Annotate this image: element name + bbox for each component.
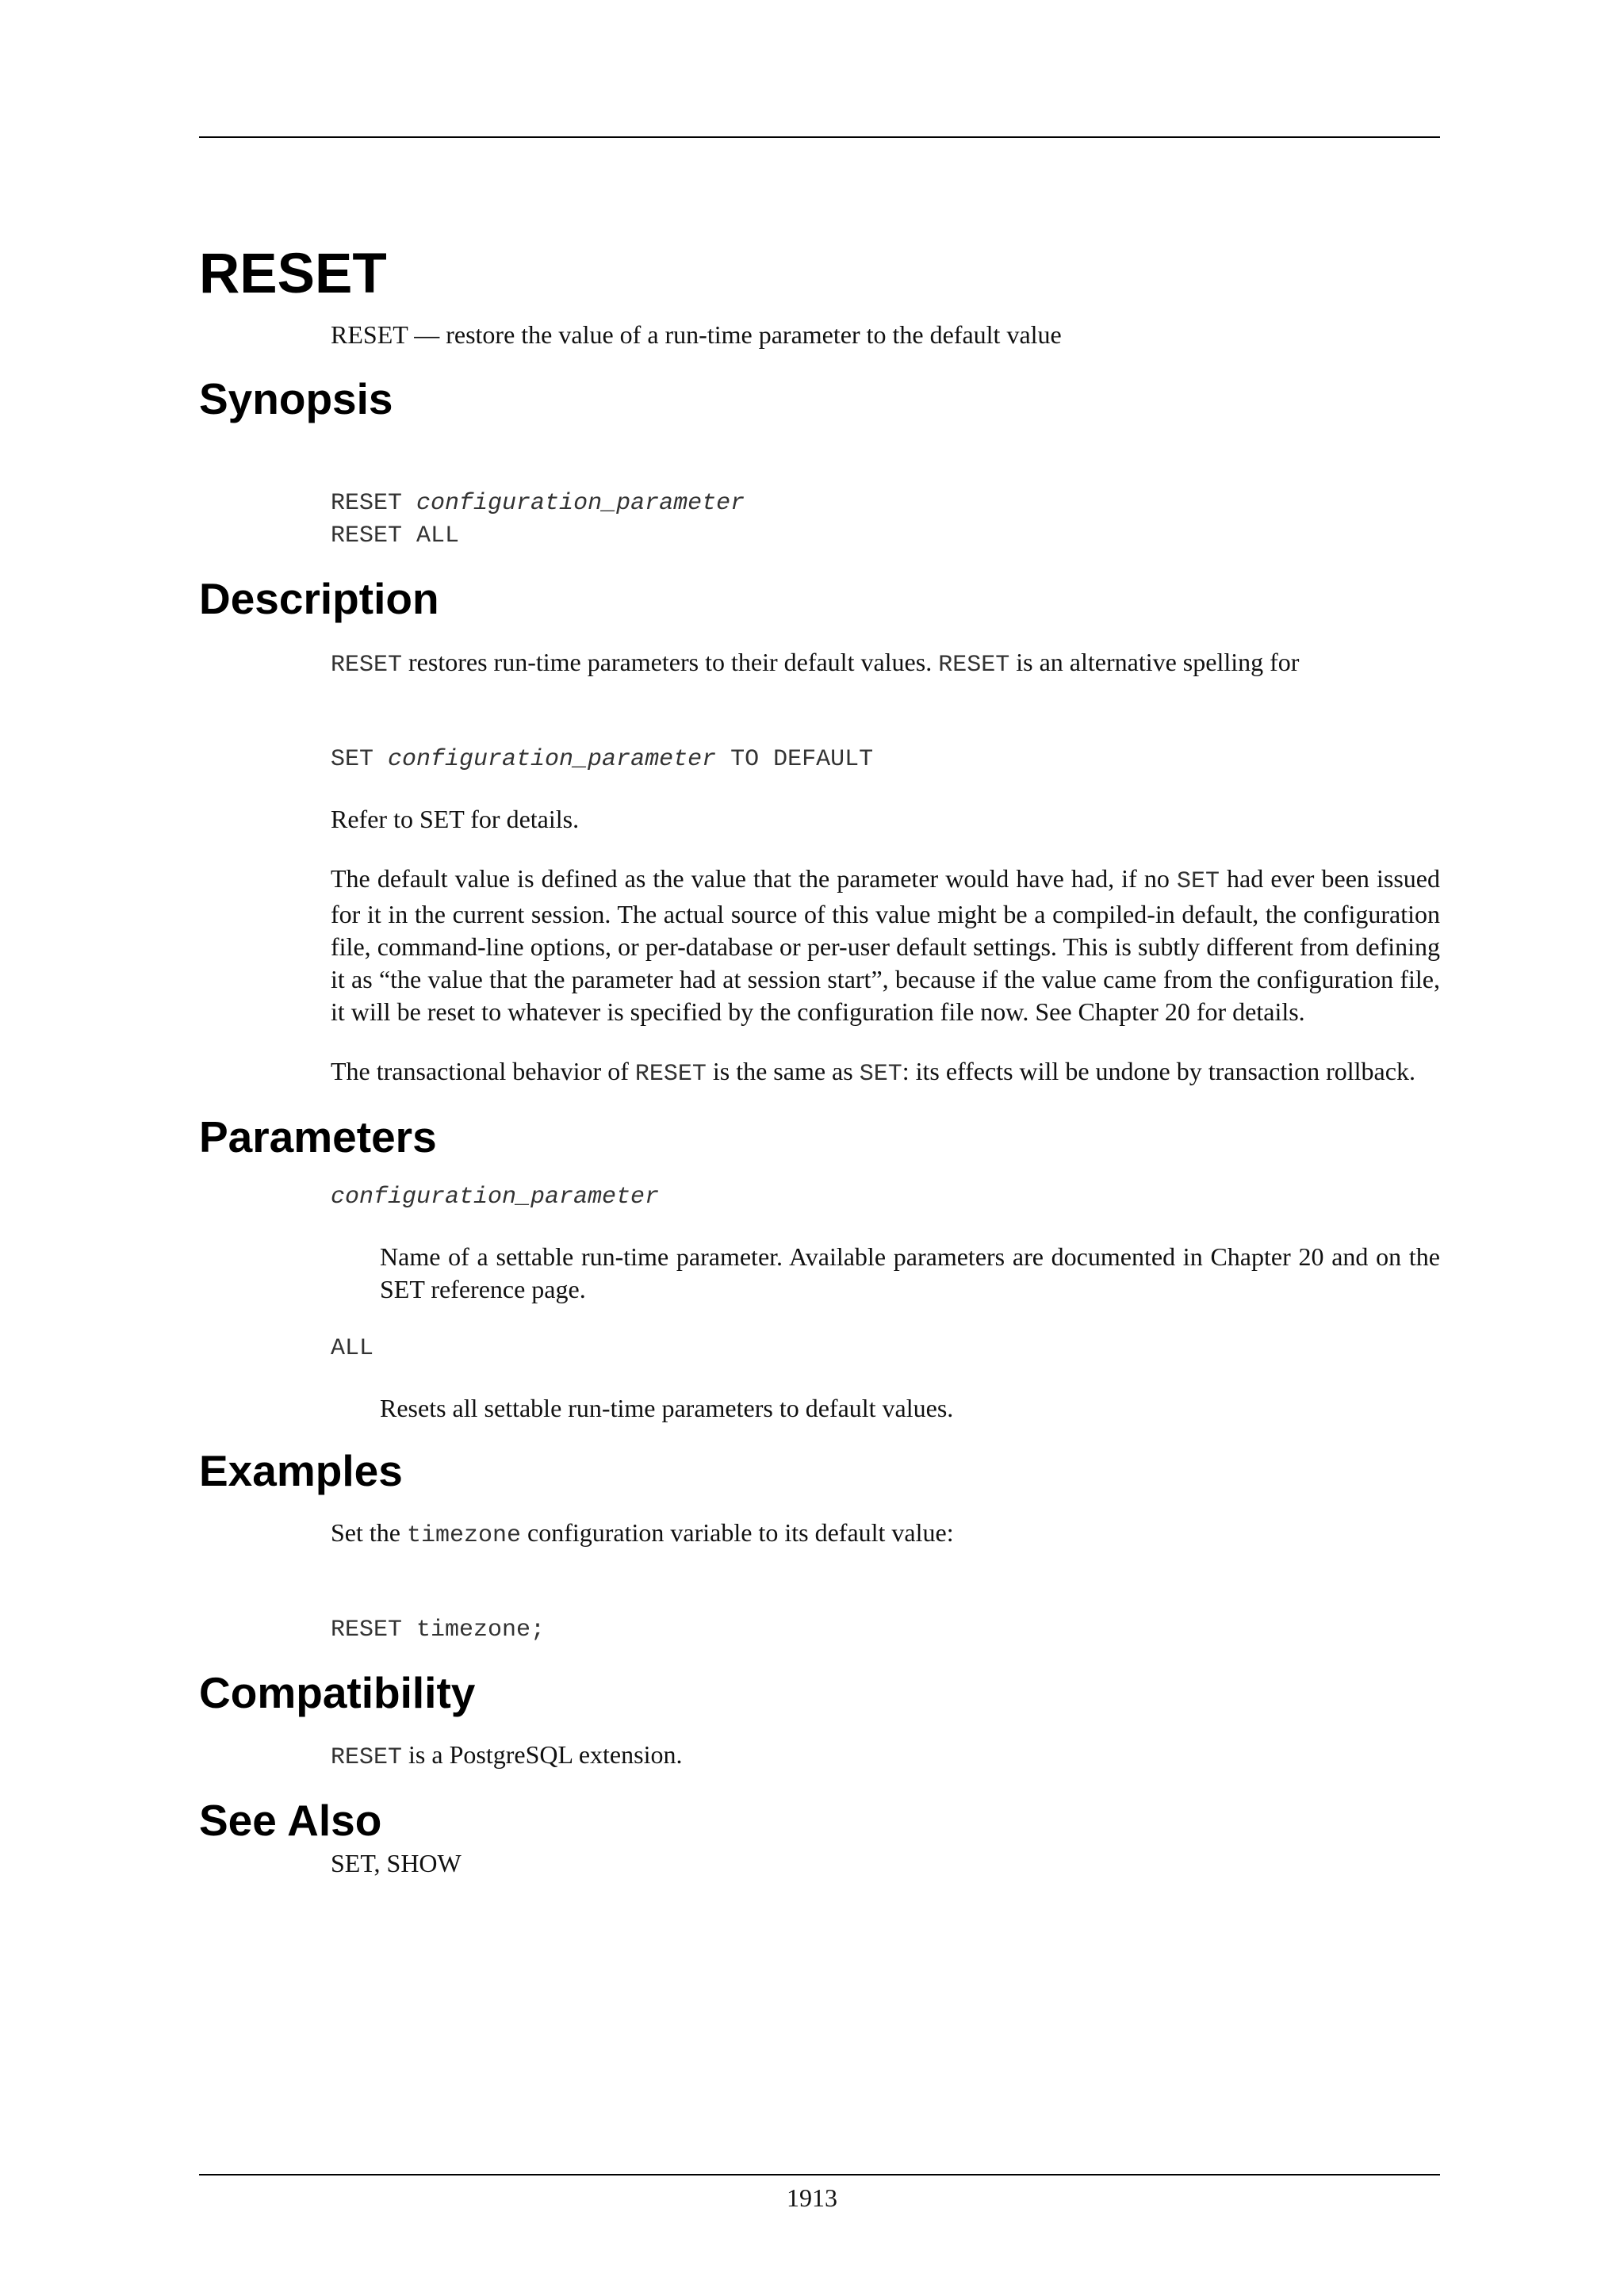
refname-line: RESET — restore the value of a run-time parameter to the default value [331,320,1062,349]
description-heading: Description [199,574,439,623]
see-also-heading: See Also [199,1796,382,1845]
synopsis-heading: Synopsis [199,374,393,423]
page-content [199,239,1440,1880]
synopsis-block [331,488,1440,553]
examples-paragraph: Set the timezone configuration variable to its default value: [331,1518,954,1549]
description-paragraph-4: The transactional behavior of RESET is the same as SET: its effects will be undone by transaction rollback. [331,1057,1415,1088]
synopsis-line-1: RESET configuration_parameter [331,490,745,517]
compatibility-paragraph: RESET is a PostgreSQL extension. [331,1740,683,1771]
synopsis-param: configuration_parameter [416,490,745,517]
page-title: RESET [199,243,387,305]
footer-rule [199,2174,1440,2175]
description-paragraph-2: Refer to SET for details. [331,805,580,833]
parameters-heading: Parameters [199,1112,437,1161]
compatibility-heading: Compatibility [199,1668,476,1717]
parameter-description: Resets all settable run-time parameters to default values. [380,1394,954,1422]
description-paragraph-3: The default value is defined as the value that the parameter would have had, if no SET had ever been issued for it in the current session. The actual source of this value might be a compiled-in default, the configuration file, command-line options, or per-database or per-user default settings. This is subtly different from defining it as “the value that the parameter had at session start”, because if the value came from the configuration file, it will be reset to whatever is specified by the configuration file now. See Chapter 20 for details. [331,864,1441,1026]
page-number: 1913 [787,2183,837,2212]
header-rule [199,136,1440,138]
example-code: RESET timezone; [331,1617,546,1644]
description-paragraph-1: RESET restores run-time parameters to their default values. RESET is an alternative spelling for [331,648,1300,679]
parameter-term: ALL [331,1335,374,1362]
parameter-term: configuration_parameter [331,1184,660,1211]
examples-heading: Examples [199,1446,403,1495]
see-also-paragraph: SET, SHOW [331,1849,462,1877]
parameters-list [331,1181,1440,1425]
parameter-description: Name of a settable run-time parameter. Available parameters are documented in Chapter 20 and on the SET reference page. [380,1242,1440,1303]
description-code: SET configuration_parameter TO DEFAULT [331,746,874,773]
synopsis-line-2: RESET ALL [331,522,460,549]
